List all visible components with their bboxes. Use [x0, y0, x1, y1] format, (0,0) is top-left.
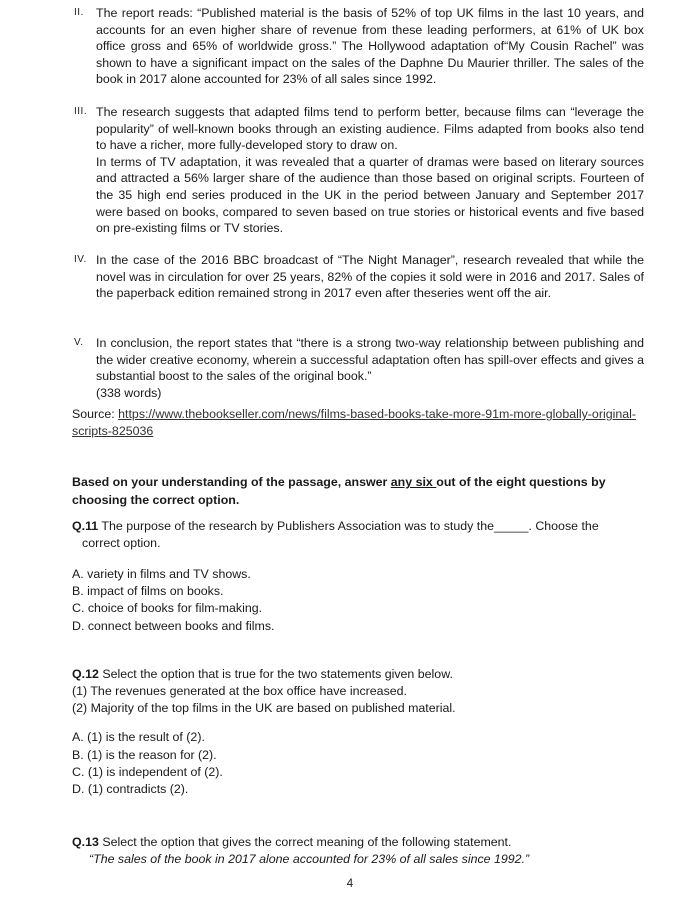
quoted-statement: “The sales of the book in 2017 alone accounted for 23% of all sales since 1992.”: [89, 852, 530, 866]
option-a[interactable]: A. (1) is the result of (2).: [72, 730, 205, 745]
statement-2: (2) Majority of the top films in the UK are based on published material.: [72, 701, 456, 716]
instruction-text: out of the eight questions by choosing the correct option.: [72, 475, 606, 507]
options-list: [72, 729, 652, 798]
point-text: The research suggests that adapted films tend to perform better, because films can “leverage the popularity” of well-known books through an existing audience. Films adapted from books also tend to have a richer, more fully-developed story to draw on.: [96, 105, 644, 153]
question-stem: [72, 834, 652, 851]
option-b[interactable]: B. (1) is the reason for (2).: [72, 747, 217, 762]
statements-list: [72, 683, 652, 717]
question-text: Select the option that gives the correct meaning of the following statement.: [98, 835, 512, 849]
point-number: II.: [74, 7, 84, 18]
passage-point-iv: [74, 252, 644, 302]
passage-point-v: [74, 335, 644, 401]
option-b[interactable]: B. impact of films on books.: [72, 584, 224, 599]
question-number: Q.13: [72, 835, 99, 849]
question-text-continued: correct option.: [82, 536, 161, 550]
passage-point-iii: [74, 104, 644, 237]
question-text: Select the option that is true for the two statements given below.: [98, 667, 453, 681]
page-number: 4: [346, 878, 354, 890]
instruction-text: Based on your understanding of the passage, answer: [72, 475, 391, 489]
point-text: The report reads: “Published material is the basis of 52% of top UK films in the last 10 years, and accounts for an even higher share of revenue from these leading performers, at 61% of UK box office gross and 65% of worldwide gross.” The Hollywood adaptation of“My Cousin Rachel” was shown to have a significant impact on the sales of the Daphne Du Maurier thriller. The sales of the book in 2017 alone accounted for 23% of all sales since 1992.: [96, 6, 644, 87]
source-link[interactable]: https://www.thebookseller.com/news/films-based-books-take-more-91m-more-globally-original-scripts-825036: [72, 407, 637, 438]
question-instructions: [72, 473, 642, 509]
point-text: In the case of the 2016 BBC broadcast of “The Night Manager”, research revealed that while the novel was in circulation for over 25 years, 82% of the copies it sold were in 2016 and 2017. Sales of the paperback edition remained strong in 2017 even after theseries went off the air.: [96, 253, 644, 301]
point-text: In conclusion, the report states that “there is a strong two-way relationship between publishing and the wider creative economy, wherein a successful adaptation often has spill-over effects and gives a substantial boost to the sales of the original book.”: [96, 336, 644, 384]
source-label: Source:: [72, 407, 119, 421]
source-citation: [72, 406, 642, 439]
question-number: Q.11: [72, 519, 99, 533]
question-number: Q.12: [72, 667, 99, 681]
question-stem: [72, 518, 652, 535]
point-number: IV.: [74, 254, 87, 265]
option-d[interactable]: D. (1) contradicts (2).: [72, 782, 189, 797]
question-text: The purpose of the research by Publishers Association was to study the_____. Choose the: [98, 519, 599, 533]
point-text: In terms of TV adaptation, it was revealed that a quarter of dramas were based on literary sources and attracted a 56% larger share of the audience than those based on original scripts. Fourteen of the 35 high end series produced in the UK in the period between January and September 2017 were based on books, compared to seven based on true stories or historical events and five based on pre-existing films or TV stories.: [96, 154, 644, 236]
statement-1: (1) The revenues generated at the box office have increased.: [72, 684, 407, 698]
question-11: [72, 518, 652, 635]
point-number: III.: [74, 106, 88, 117]
point-number: V.: [74, 337, 84, 348]
question-12: [72, 666, 652, 798]
passage-point-ii: [74, 5, 644, 88]
instruction-underlined: any six: [390, 475, 437, 489]
option-d[interactable]: D. connect between books and films.: [72, 618, 275, 633]
option-c[interactable]: C. choice of books for film-making.: [72, 601, 263, 616]
word-count: (338 words): [96, 385, 162, 400]
option-c[interactable]: C. (1) is independent of (2).: [72, 764, 223, 779]
question-stem: [72, 666, 652, 683]
options-list: [72, 566, 652, 635]
option-a[interactable]: A. variety in films and TV shows.: [72, 567, 251, 581]
question-13: [72, 834, 652, 868]
